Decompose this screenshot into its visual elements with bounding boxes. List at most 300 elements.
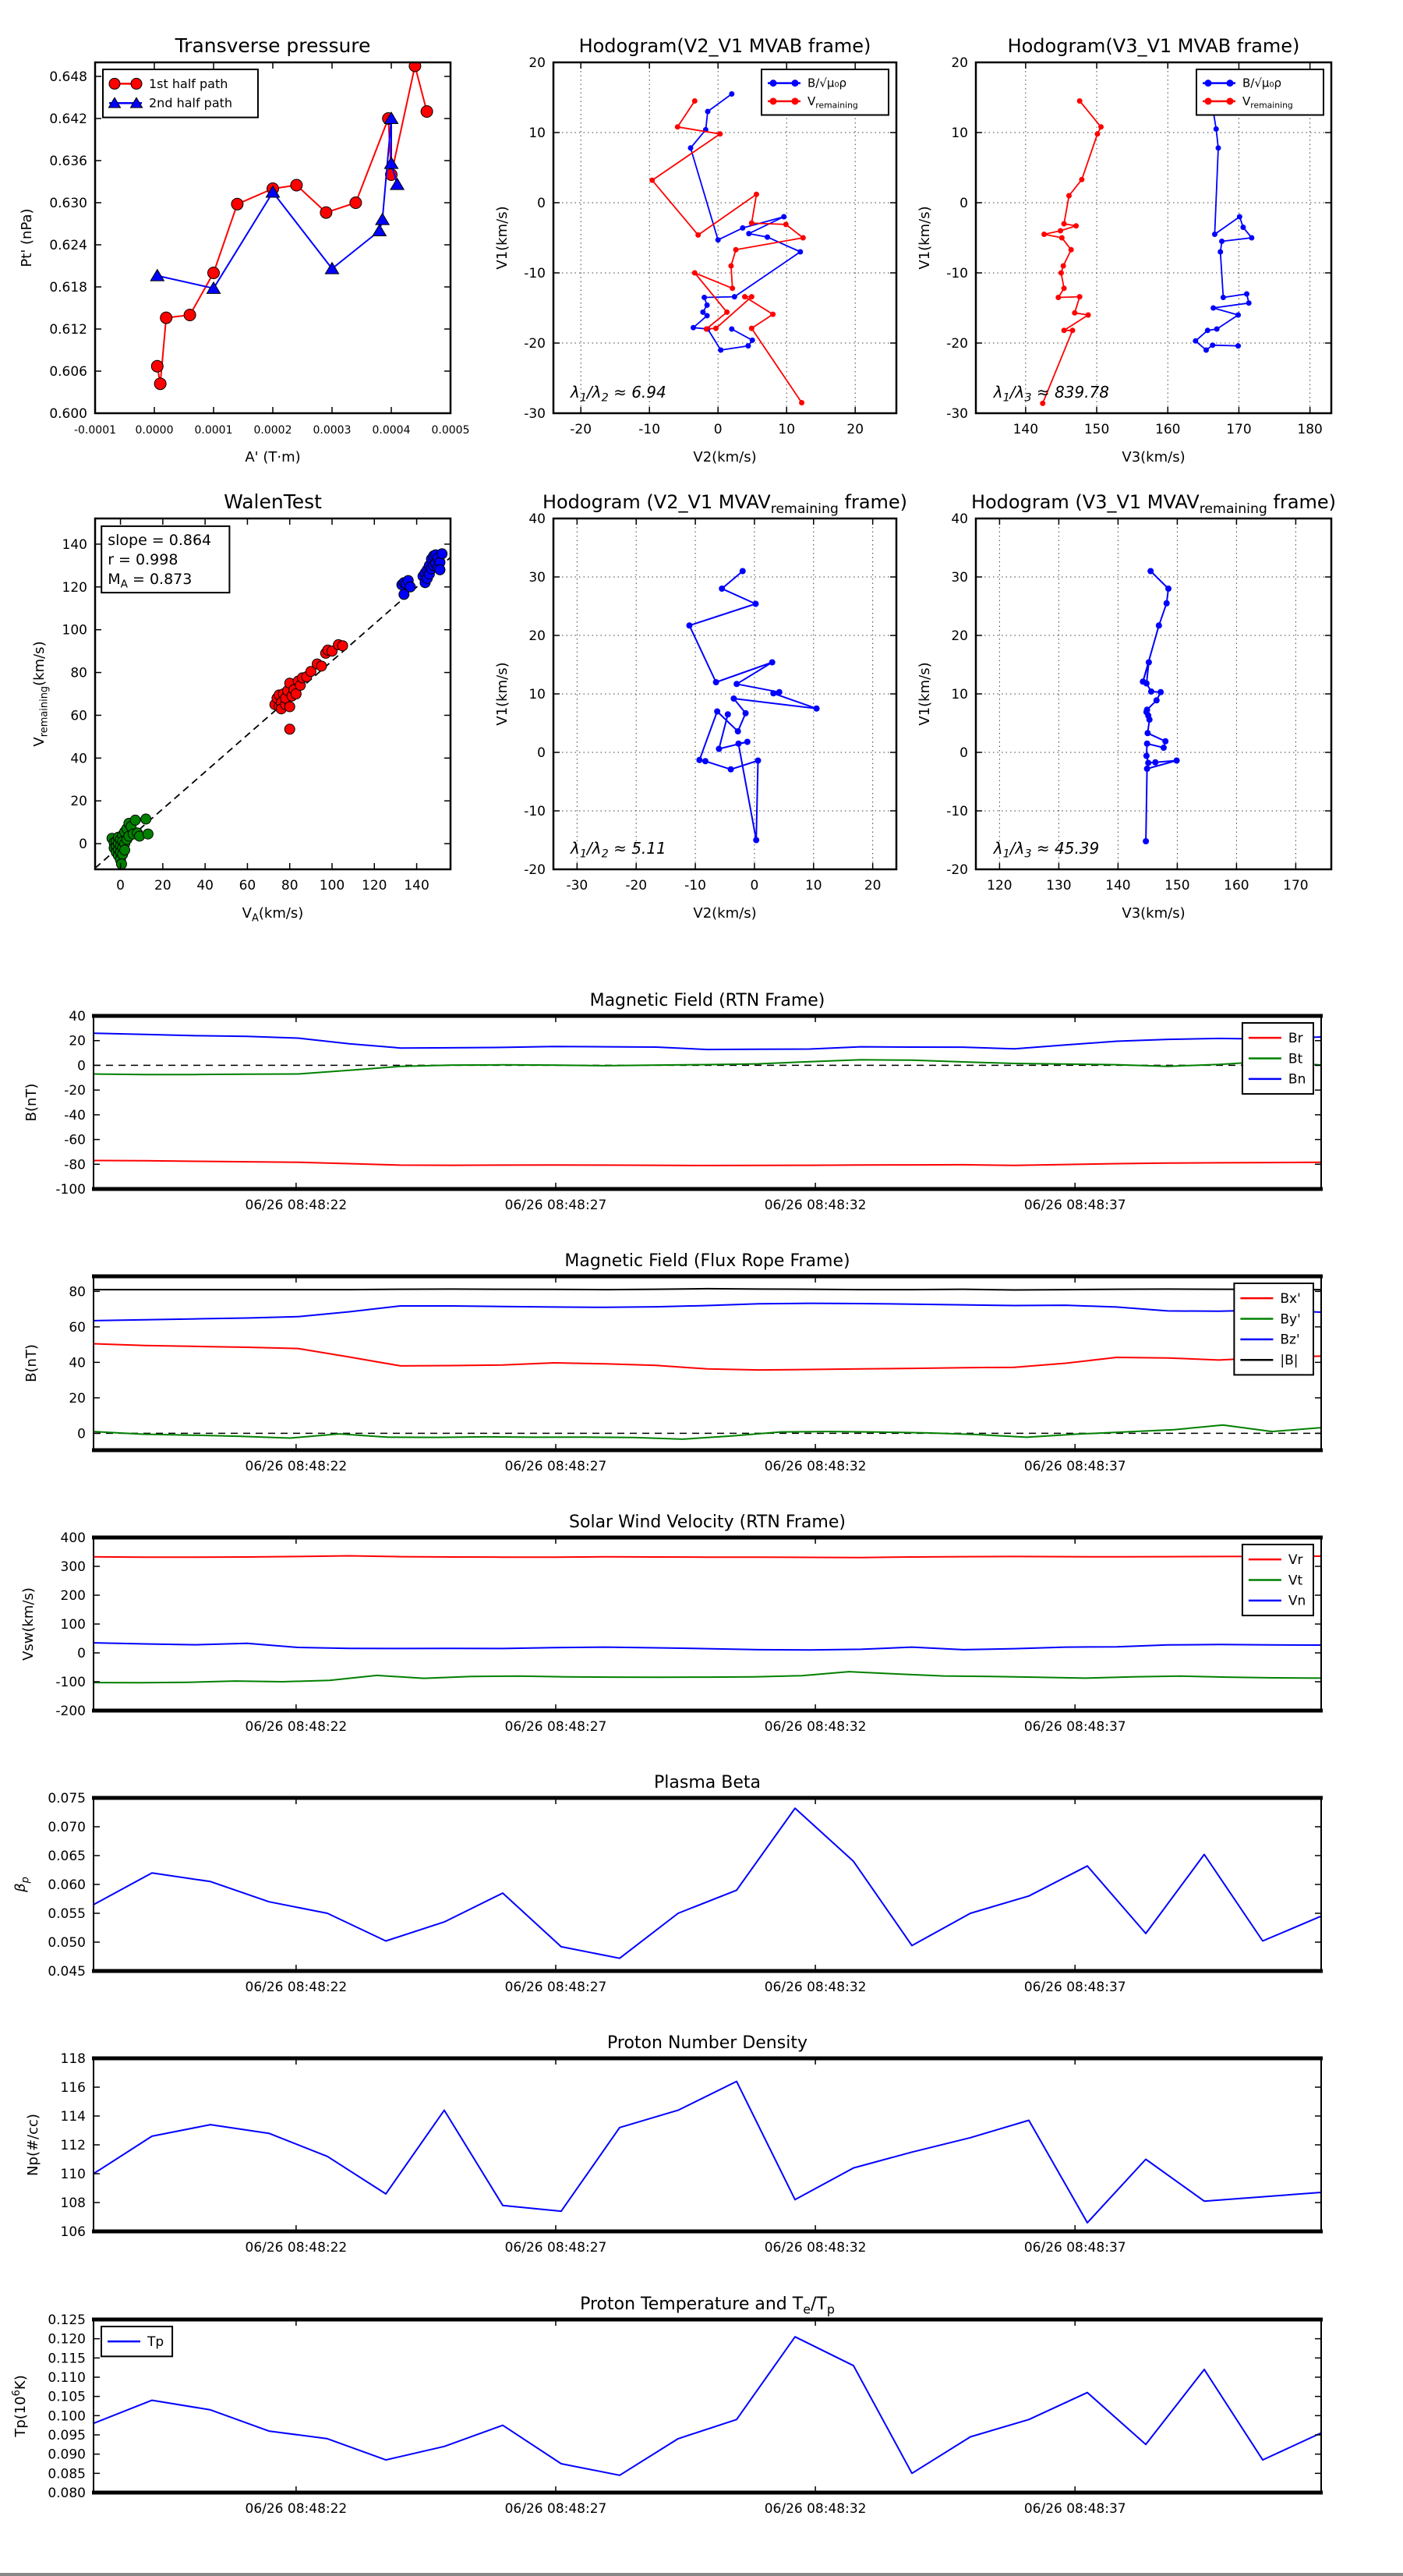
y-tick-label: -40 — [64, 1107, 86, 1123]
dot-marker — [1144, 766, 1150, 772]
x-axis-label: A' (T·m) — [245, 449, 301, 465]
y-axis-label: Np(#/cc) — [25, 2114, 41, 2176]
x-tick-label: 06/26 08:48:27 — [504, 1980, 607, 1995]
legend-label: B/√μ₀ρ — [808, 76, 846, 90]
x-tick-label: 60 — [239, 878, 256, 893]
dot-marker — [792, 97, 799, 104]
x-axis-label: V3(km/s) — [1122, 449, 1186, 465]
dot-marker — [746, 231, 751, 236]
dot-marker — [745, 343, 751, 349]
dot-marker — [1235, 343, 1241, 349]
y-tick-label: 0 — [537, 745, 546, 761]
y-tick-label: 40 — [70, 751, 87, 767]
dot-marker — [405, 582, 415, 592]
dot-marker — [704, 327, 709, 332]
dot-marker — [1077, 294, 1083, 299]
dot-marker — [749, 326, 755, 331]
y-tick-label: 100 — [60, 1617, 86, 1633]
x-tick-label: 180 — [1297, 422, 1323, 437]
x-tick-label: -10 — [638, 422, 661, 437]
dot-marker — [686, 622, 692, 628]
y-tick-label: 0.120 — [48, 2331, 86, 2348]
y-tick-label: 80 — [69, 1284, 86, 1300]
dot-marker — [1040, 401, 1045, 406]
x-tick-label: 06/26 08:48:37 — [1023, 2240, 1126, 2256]
x-tick-label: 06/26 08:48:32 — [764, 1198, 867, 1213]
x-tick-label: 06/26 08:48:22 — [245, 1198, 348, 1213]
dot-marker — [728, 766, 734, 773]
dot-marker — [1055, 295, 1061, 300]
dot-marker — [1154, 697, 1160, 703]
y-tick-label: 116 — [60, 2080, 86, 2096]
dot-marker — [1079, 177, 1084, 182]
annotation-line: $M_A = 0.873$ — [108, 571, 193, 591]
dot-marker — [1157, 689, 1164, 695]
dot-marker — [1193, 338, 1198, 344]
chart-title: Hodogram(V3_V1 MVAB frame) — [1007, 35, 1300, 57]
dot-marker — [1061, 264, 1066, 269]
dot-marker — [1041, 232, 1047, 237]
dot-marker — [781, 214, 786, 220]
legend — [101, 2327, 172, 2356]
legend-label: |B| — [1280, 1353, 1299, 1369]
y-tick-label: 0.618 — [49, 280, 87, 295]
y-tick-label: -80 — [64, 1157, 86, 1173]
dot-marker — [799, 400, 804, 405]
y-tick-label: 20 — [70, 794, 87, 810]
dot-marker — [1214, 126, 1219, 132]
dot-marker — [770, 690, 776, 696]
dot-marker — [1147, 568, 1154, 575]
dot-marker — [724, 310, 730, 315]
dot-marker — [743, 710, 749, 717]
dot-marker — [1205, 80, 1212, 87]
dot-marker — [1210, 342, 1215, 348]
dot-marker — [705, 303, 710, 308]
y-tick-label: 0.080 — [48, 2486, 86, 2501]
legend-label: Bn — [1288, 1071, 1306, 1088]
dot-marker — [770, 312, 776, 317]
dot-marker — [284, 724, 295, 734]
legend-label: Vr — [1288, 1552, 1303, 1568]
y-tick-label: 0.070 — [48, 1820, 86, 1835]
y-tick-label: 20 — [69, 1033, 86, 1049]
chart-title: WalenTest — [224, 490, 322, 513]
x-tick-label: 06/26 08:48:32 — [764, 1459, 867, 1474]
legend-label: Vt — [1288, 1573, 1303, 1589]
x-tick-label: 20 — [154, 878, 171, 893]
x-tick-label: 06/26 08:48:32 — [764, 1980, 867, 1995]
y-tick-label: -20 — [946, 336, 968, 352]
y-axis-label: $\beta_p$ — [12, 1877, 32, 1892]
circle-marker — [231, 198, 243, 210]
circle-marker — [184, 310, 196, 321]
dot-marker — [765, 235, 770, 240]
y-tick-label: -100 — [55, 1675, 86, 1690]
y-tick-label: -10 — [524, 804, 546, 819]
y-tick-label: -100 — [55, 1182, 86, 1198]
dot-marker — [750, 338, 755, 343]
dot-marker — [753, 837, 759, 844]
dot-marker — [754, 192, 759, 197]
dot-marker — [1165, 586, 1172, 592]
x-tick-label: 150 — [1083, 422, 1110, 437]
legend — [103, 69, 258, 118]
y-tick-label: 0.050 — [48, 1935, 86, 1951]
x-tick-label: 150 — [1164, 878, 1190, 893]
dot-marker — [675, 124, 680, 129]
legend-label: Br — [1288, 1030, 1303, 1046]
y-axis-label: $Tp(10^6K)$ — [11, 2375, 29, 2437]
dot-marker — [1227, 80, 1234, 87]
y-tick-label: 0.125 — [48, 2312, 86, 2328]
dot-marker — [1219, 239, 1225, 244]
dot-marker — [730, 695, 737, 702]
dot-marker — [1227, 97, 1234, 104]
legend-label: B/√μ₀ρ — [1242, 76, 1281, 90]
y-axis-label: V1(km/s) — [494, 206, 511, 270]
annotation-line: slope = 0.864 — [108, 531, 212, 549]
y-tick-label: 140 — [62, 536, 87, 553]
circle-marker — [151, 360, 163, 372]
y-tick-label: 300 — [60, 1559, 86, 1575]
y-tick-label: 0.100 — [48, 2408, 86, 2425]
dot-marker — [1214, 327, 1220, 332]
y-tick-label: -10 — [946, 804, 968, 819]
y-tick-label: 0.095 — [48, 2428, 86, 2443]
x-tick-label: 06/26 08:48:37 — [1023, 2501, 1126, 2517]
chart-title: Solar Wind Velocity (RTN Frame) — [569, 1513, 846, 1532]
x-tick-label: 100 — [319, 878, 345, 893]
y-tick-label: 100 — [62, 622, 87, 639]
dot-marker — [649, 178, 655, 183]
stats-annotation — [101, 526, 229, 593]
y-tick-label: 0.055 — [48, 1906, 86, 1922]
dot-marker — [141, 814, 151, 824]
legend — [1242, 1545, 1313, 1615]
dot-marker — [1144, 741, 1150, 747]
y-tick-label: 0.075 — [48, 1791, 86, 1806]
dot-marker — [116, 859, 126, 869]
y-axis-label: B(nT) — [23, 1083, 40, 1122]
dot-marker — [1205, 327, 1210, 333]
x-tick-label: 06/26 08:48:32 — [764, 2501, 867, 2517]
x-tick-label: 0.0005 — [431, 424, 470, 437]
dot-marker — [1058, 271, 1064, 276]
x-tick-label: -0.0001 — [73, 424, 117, 437]
y-axis-label: Vsw(km/s) — [20, 1587, 37, 1661]
dot-marker — [130, 815, 140, 825]
dot-marker — [1246, 300, 1252, 306]
circle-marker — [131, 78, 142, 89]
dot-marker — [783, 221, 789, 227]
dot-marker — [749, 221, 755, 226]
dot-marker — [1143, 753, 1150, 759]
x-tick-label: 06/26 08:48:22 — [245, 1719, 348, 1735]
dot-marker — [744, 739, 751, 745]
y-tick-label: 20 — [528, 628, 546, 644]
dot-marker — [735, 728, 741, 734]
x-tick-label: 130 — [1046, 878, 1072, 893]
dot-marker — [719, 586, 725, 592]
chart-title: Hodogram (V3_V1 $MVAV_{remaining}$ frame) — [970, 491, 1337, 517]
y-axis-label: V1(km/s) — [494, 662, 511, 726]
x-tick-label: 10 — [778, 422, 796, 437]
y-tick-label: 0.624 — [49, 238, 87, 253]
dot-marker — [1221, 295, 1226, 300]
dot-marker — [735, 741, 741, 747]
x-axis-label: $V_A(km/s)$ — [242, 905, 304, 925]
dot-marker — [1212, 232, 1217, 237]
dot-marker — [814, 706, 820, 712]
y-tick-label: 60 — [69, 1319, 86, 1336]
chart-title: Hodogram(V2_V1 MVAB frame) — [578, 35, 871, 57]
x-tick-label: 0.0001 — [194, 424, 233, 437]
x-tick-label: 06/26 08:48:27 — [504, 1459, 607, 1474]
x-tick-label: 06/26 08:48:32 — [764, 2240, 867, 2256]
circle-marker — [161, 312, 172, 324]
annotation-line: r = 0.998 — [108, 551, 178, 569]
x-tick-label: 140 — [1105, 878, 1131, 893]
y-tick-label: 10 — [951, 126, 968, 141]
y-tick-label: 10 — [528, 687, 546, 702]
dot-marker — [740, 225, 745, 231]
y-tick-label: 106 — [60, 2224, 86, 2240]
y-tick-label: 40 — [69, 1355, 86, 1371]
x-tick-label: 06/26 08:48:27 — [504, 1198, 607, 1213]
dot-marker — [729, 91, 734, 97]
dot-marker — [742, 294, 747, 299]
dot-marker — [1059, 235, 1065, 241]
dot-marker — [730, 285, 735, 291]
legend-box — [1234, 1283, 1313, 1375]
chart-title: Plasma Beta — [654, 1773, 761, 1792]
legend — [1242, 1023, 1313, 1094]
y-tick-label: 114 — [60, 2109, 86, 2125]
dot-marker — [1156, 622, 1162, 628]
circle-marker — [154, 378, 166, 390]
dot-marker — [1062, 221, 1067, 227]
x-tick-label: 170 — [1226, 422, 1252, 437]
y-tick-label: 10 — [951, 687, 968, 702]
x-tick-label: 06/26 08:48:27 — [504, 2240, 607, 2256]
dot-marker — [713, 679, 719, 685]
y-axis-label: V1(km/s) — [917, 662, 933, 726]
dot-marker — [1062, 285, 1067, 291]
x-tick-label: 0 — [116, 878, 125, 893]
y-tick-label: 0.600 — [49, 406, 87, 422]
x-tick-label: -20 — [625, 878, 648, 893]
x-tick-label: 0.0002 — [253, 424, 292, 437]
dot-marker — [797, 249, 803, 255]
dot-marker — [1174, 758, 1180, 764]
x-tick-label: 06/26 08:48:22 — [245, 1459, 348, 1474]
dot-marker — [1237, 214, 1242, 220]
x-tick-label: 140 — [1012, 422, 1039, 437]
y-tick-label: 0.085 — [48, 2466, 86, 2482]
y-tick-label: 0 — [77, 1058, 86, 1074]
chart-title: Hodogram (V2_V1 $MVAV_{remaining}$ frame) — [542, 491, 908, 517]
dot-marker — [437, 549, 447, 559]
dot-marker — [316, 661, 327, 671]
x-tick-label: 06/26 08:48:37 — [1023, 1459, 1126, 1474]
dot-marker — [284, 702, 295, 712]
dot-marker — [1143, 709, 1150, 715]
dot-marker — [1143, 838, 1149, 844]
dot-marker — [1205, 97, 1212, 104]
y-tick-label: -20 — [64, 1083, 86, 1099]
dot-marker — [143, 829, 153, 839]
legend-label: Bt — [1288, 1051, 1303, 1067]
dot-marker — [716, 746, 722, 752]
y-tick-label: 200 — [60, 1588, 86, 1604]
y-tick-label: -10 — [524, 266, 546, 281]
y-tick-label: 40 — [528, 511, 546, 527]
dot-marker — [1086, 313, 1091, 318]
dot-marker — [1062, 327, 1067, 333]
y-tick-label: 112 — [60, 2138, 86, 2153]
dot-marker — [1210, 306, 1216, 311]
x-tick-label: 120 — [987, 878, 1012, 893]
lambda-annotation: $\lambda_1/\lambda_2 \approx 5.11$ — [571, 838, 666, 861]
dot-marker — [1094, 131, 1100, 136]
x-axis-label: V2(km/s) — [693, 905, 757, 922]
y-tick-label: 30 — [528, 570, 546, 586]
dot-marker — [120, 845, 130, 855]
legend-label: $V_{remaining}$ — [1242, 94, 1293, 111]
legend-label: Bx' — [1280, 1290, 1301, 1307]
dot-marker — [1098, 124, 1104, 129]
dot-marker — [705, 313, 710, 318]
y-tick-label: 80 — [70, 665, 87, 681]
legend — [762, 69, 889, 115]
x-tick-label: 10 — [804, 878, 822, 893]
y-tick-label: 0.110 — [48, 2370, 86, 2386]
dot-marker — [1144, 730, 1150, 736]
dot-marker — [1152, 759, 1158, 766]
dot-marker — [691, 325, 696, 331]
x-tick-label: 06/26 08:48:37 — [1023, 1980, 1126, 1995]
legend-label: Bz' — [1280, 1332, 1300, 1348]
x-tick-label: 06/26 08:48:27 — [504, 2501, 607, 2517]
y-tick-label: 0 — [959, 196, 968, 211]
legend-label: By' — [1280, 1311, 1301, 1328]
y-axis-label: B(nT) — [23, 1344, 40, 1382]
dot-marker — [1217, 249, 1223, 255]
y-tick-label: 108 — [60, 2196, 86, 2211]
dot-marker — [733, 681, 740, 687]
dot-marker — [729, 327, 734, 332]
y-tick-label: 0 — [77, 1646, 86, 1661]
x-axis-label: V3(km/s) — [1122, 905, 1186, 922]
legend-label: Tp — [147, 2334, 164, 2350]
dot-marker — [1235, 313, 1241, 318]
lambda-annotation: $\lambda_1/\lambda_2 \approx 6.94$ — [571, 382, 666, 405]
dot-marker — [1143, 681, 1150, 687]
y-tick-label: 0.606 — [49, 364, 87, 380]
dot-marker — [1215, 145, 1221, 150]
legend-label: $V_{remaining}$ — [808, 94, 858, 111]
x-tick-label: 40 — [196, 878, 214, 893]
y-tick-label: 0.090 — [48, 2447, 86, 2463]
dot-marker — [800, 235, 806, 241]
dot-marker — [776, 689, 783, 695]
x-tick-label: 0.0000 — [135, 424, 174, 437]
x-tick-label: 06/26 08:48:37 — [1023, 1198, 1126, 1213]
dot-marker — [732, 294, 737, 299]
y-tick-label: -30 — [524, 406, 546, 422]
dot-marker — [714, 709, 720, 715]
dot-marker — [792, 80, 799, 87]
dot-marker — [692, 98, 698, 104]
y-tick-label: 0 — [77, 1426, 86, 1442]
dot-marker — [713, 326, 719, 331]
dot-marker — [740, 568, 746, 575]
dot-marker — [1146, 660, 1152, 666]
dot-marker — [718, 348, 723, 353]
dot-marker — [702, 758, 709, 764]
y-tick-label: 118 — [60, 2051, 86, 2067]
x-tick-label: 0.0004 — [372, 424, 411, 437]
x-tick-label: 06/26 08:48:22 — [245, 2501, 348, 2517]
dot-marker — [1145, 760, 1151, 766]
dot-marker — [1148, 688, 1154, 695]
dot-marker — [1072, 310, 1077, 316]
x-tick-label: 06/26 08:48:27 — [504, 1719, 607, 1735]
dot-marker — [1240, 225, 1246, 230]
y-tick-label: 0.060 — [48, 1877, 86, 1893]
x-axis-label: V2(km/s) — [693, 449, 757, 465]
x-tick-label: 0.0003 — [313, 424, 352, 437]
y-tick-label: 0.630 — [49, 196, 87, 211]
y-tick-label: 0 — [537, 196, 546, 211]
y-tick-label: -30 — [946, 406, 968, 422]
legend-label: Vn — [1288, 1593, 1306, 1609]
y-tick-label: -20 — [946, 862, 968, 878]
x-tick-label: 160 — [1155, 422, 1181, 437]
y-tick-label: 40 — [69, 1009, 86, 1024]
y-tick-label: 0.648 — [49, 69, 87, 85]
legend — [1196, 69, 1323, 115]
y-axis-label: V1(km/s) — [917, 206, 933, 270]
y-tick-label: 0 — [959, 745, 968, 761]
dot-marker — [1066, 193, 1072, 199]
dot-marker — [688, 145, 694, 150]
dot-marker — [337, 641, 348, 651]
x-tick-label: 20 — [846, 422, 864, 437]
circle-marker — [208, 267, 220, 279]
dot-marker — [770, 80, 777, 87]
y-tick-label: 0.612 — [49, 322, 87, 338]
y-tick-label: 0.642 — [49, 111, 87, 127]
x-tick-label: 06/26 08:48:22 — [245, 1980, 348, 1995]
dot-marker — [728, 264, 733, 269]
dot-marker — [1162, 738, 1168, 745]
lambda-annotation: $\lambda_1/\lambda_3 \approx 839.78$ — [993, 382, 1109, 405]
y-tick-label: 20 — [951, 55, 968, 71]
dot-marker — [696, 757, 702, 763]
y-tick-label: 20 — [951, 628, 968, 644]
x-tick-label: 0 — [750, 878, 759, 893]
x-tick-label: 06/26 08:48:37 — [1023, 1719, 1126, 1735]
y-tick-label: 20 — [528, 55, 546, 71]
x-tick-label: 06/26 08:48:22 — [245, 2240, 348, 2256]
y-axis-label: $V_{remaining}(km/s)$ — [31, 641, 51, 747]
dot-marker — [752, 601, 758, 607]
x-tick-label: 80 — [281, 878, 299, 893]
chart-title: Transverse pressure — [175, 34, 371, 57]
dot-marker — [725, 711, 731, 717]
